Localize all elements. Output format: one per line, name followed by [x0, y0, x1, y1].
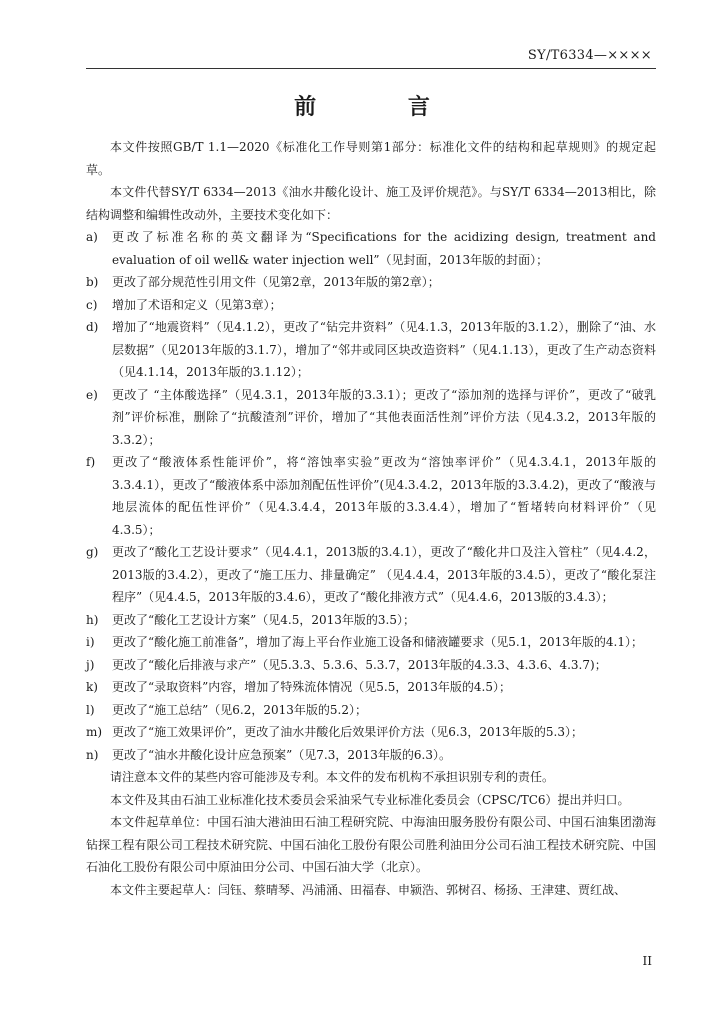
list-item: [86, 699, 656, 722]
list-item: [86, 654, 656, 677]
list-item-text: 更改了“酸化工艺设计要求”（见4.4.1，2013版的3.4.1），更改了“酸化井口及注入管柱”（见4.4.2，2013版的3.4.2），更改了“施工压力、排量确定” （见4.4.4，2013年版的3.4.5），更改了“酸化泵注程序”（见4.4.5，2013年版的3.4.6），更改了“酸化排液方式”（见4.4.6，2013版的3.4.3）；: [112, 545, 656, 604]
list-item: [86, 721, 656, 744]
list-marker: a): [86, 230, 98, 244]
page-title: 前 言: [294, 95, 472, 120]
list-marker: c): [86, 297, 98, 312]
list-item: [86, 316, 656, 384]
list-item-text: 增加了术语和定义（见第3章）；: [112, 297, 282, 312]
list-marker: m): [86, 725, 103, 739]
list-item: [86, 226, 656, 271]
list-marker: j): [86, 657, 95, 672]
committee-paragraph: 本文件及其由石油工业标准化技术委员会采油采气专业标准化委员会（CPSC/TC6）提出并归口。: [110, 792, 630, 807]
list-marker: k): [86, 680, 98, 694]
list-item: [86, 294, 656, 317]
drafting-units-paragraph: 本文件起草单位：中国石油大港油田石油工程研究院、中海油田服务股份有限公司、中国石油集团渤海钻探工程有限公司工程技术研究院、中国石油化工股份有限公司胜利油田分公司石油工程技术研究院、中国石油化工股份有限公司中原油田分公司、中国石油大学（北京）。: [86, 815, 656, 874]
change-list: [86, 226, 656, 766]
list-marker: g): [86, 545, 99, 559]
list-item: [86, 451, 656, 541]
list-item: [86, 676, 656, 699]
list-item-text: 更改了 “主体酸选择”（见4.3.1，2013年版的3.3.1）；更改了“添加剂的选择与评价”，更改了“破乳剂”评价标准，删除了“抗酸渣剂”评价，增加了“其他表面活性剂”评价方法（见4.3.2，2013年版的3.3.2）；: [112, 387, 656, 447]
list-item-text: 更改了“酸化施工前准备”，增加了海上平台作业施工设备和储液罐要求（见5.1，2013年版的4.1）；: [112, 635, 643, 649]
list-marker: f): [86, 455, 96, 469]
patent-note: 请注意本文件的某些内容可能涉及专利。本文件的发布机构不承担识别专利的责任。: [110, 770, 555, 784]
document-code: SY/T6334—××××: [527, 48, 652, 63]
list-marker: n): [86, 747, 99, 762]
header-rule: [86, 68, 656, 69]
list-item: [86, 541, 656, 609]
list-item: [86, 744, 656, 767]
list-marker: i): [86, 635, 95, 649]
list-item: [86, 631, 656, 654]
list-item: [86, 609, 656, 632]
list-item-text: 增加了“地震资料”（见4.1.2），更改了“钻完井资料”（见4.1.3，2013年版的3.1.2），删除了“油、水层数据”（见2013年版的3.1.7），增加了“邻井或同区块改造资料”（见4.1.13），更改了生产动态资料（见4.1.14，2013年版的3.1.12）；: [112, 320, 656, 379]
intro-paragraph: 本文件按照GB/T 1.1—2020《标准化工作导则第1部分：标准化文件的结构和起草规则》的规定起草。: [86, 140, 656, 177]
list-marker: d): [86, 320, 99, 334]
list-marker: b): [86, 275, 99, 289]
list-item-text: 更改了“酸化工艺设计方案”（见4.5，2013年版的3.5）；: [112, 612, 415, 627]
list-item: [86, 384, 656, 452]
list-item-text: 更改了“油水井酸化设计应急预案”（见7.3，2013年版的6.3）。: [112, 747, 451, 762]
list-item-text: 更改了“录取资料”内容，增加了特殊流体情况（见5.5，2013年版的4.5）；: [112, 680, 511, 694]
list-item: [86, 271, 656, 294]
list-marker: e): [86, 387, 98, 402]
drafters-paragraph: 本文件主要起草人：闫钰、蔡晴琴、冯浦涌、田福春、申颍浩、郭树召、杨扬、王津建、贾红战、: [110, 882, 627, 897]
page-number: II: [642, 954, 652, 968]
document-body: [86, 136, 656, 901]
list-item-text: 更改了部分规范性引用文件（见第2章，2013年版的第2章）；: [112, 275, 440, 289]
list-item-text: 更改了“酸化后排液与求产”（见5.3.3、5.3.6、5.3.7，2013年版的4.3.3、4.3.6、4.3.7)；: [112, 657, 607, 672]
list-item-text: 更改了标准名称的英文翻译为“Specifications for the acidizing design, treatment and evaluation of oil well& water injection well”（见封面，2013年版的封面）；: [112, 230, 656, 267]
list-item-text: 更改了“施工总结”（见6.2，2013年版的5.2）；: [112, 702, 367, 717]
list-item-text: 更改了“施工效果评价”，更改了油水井酸化后效果评价方法（见6.3，2013年版的5.3）；: [112, 725, 583, 739]
intro-paragraph: 本文件代替SY/T 6334—2013《油水井酸化设计、施工及评价规范》。与SY/T 6334—2013相比，除结构调整和编辑性改动外，主要技术变化如下：: [86, 185, 656, 222]
list-marker: l): [86, 702, 95, 717]
list-item-text: 更改了“酸液体系性能评价”，将“溶蚀率实验”更改为“溶蚀率评价”（见4.3.4.1，2013年版的3.3.4.1），更改了“酸液体系中添加剂配伍性评价”(见4.3.4.2，2013年版的3.3.4.2)，更改了“酸液与地层流体的配伍性评价”（见4.3.4.4，2013年版的3.3.4.4），增加了“暂堵转向材料评价”（见4.3.5）；: [112, 455, 656, 537]
list-marker: h): [86, 612, 99, 627]
